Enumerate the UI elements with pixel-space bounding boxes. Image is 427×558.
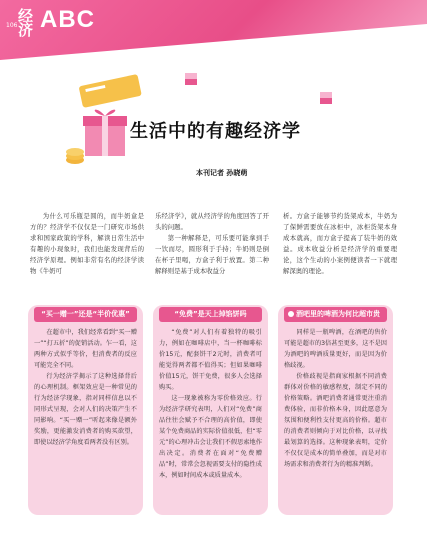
- column-title-text: 经济: [18, 7, 34, 39]
- article-author: 本刊记者 孙晓萌: [196, 169, 248, 177]
- box-body: [284, 327, 387, 470]
- sidebar-box-zero-price: [153, 305, 268, 515]
- intro-column-2: [155, 211, 269, 277]
- gift-box-icon: [83, 110, 127, 156]
- price-tag-icon: [79, 74, 142, 108]
- intro-paragraph: 乐经济学》，就从经济学的角度回答了开头的问题。: [155, 212, 269, 231]
- box-heading: “免费”是天上掉馅饼吗: [159, 307, 262, 322]
- intro-column-3: [283, 211, 397, 277]
- sidebar-box-price-discrimination: [278, 305, 393, 515]
- intro-paragraph: 为什么可乐瓶是圆的，而牛奶盒是方的？经济学不仅仅是一门研究市场供求和国家政策的学科，解读日常生活中有趣的小现象时，我们也能发现背后的经济学原理。例如非常有名的经济学读物《牛奶可: [30, 212, 144, 275]
- page-number: 106: [6, 22, 18, 29]
- intro-paragraph: 第一种解释是，可乐要可能拿到手一饮而尽，圆形利于手持；牛奶则是倒在杯子里喝，方盒子利于放置。第二种解释则是基于成本收益分: [155, 234, 269, 275]
- box-heading: [284, 307, 387, 322]
- box-body: [159, 327, 262, 481]
- box-paragraph: 行为经济学揭示了这种选择背后的心理机制。框架效应是一种常见的行为经济学现象，指对同样信息以不同形式呈现，会对人们的决策产生不同影响。“买一赠一”听起来像是额外奖励，更能激发消费者的购买欲望，即使以经济学角度看两者没有区别。: [34, 373, 137, 446]
- decorative-cube: [185, 73, 197, 85]
- box-paragraph: 同样是一瓶啤酒，在酒吧的售价可能是超市的3倍甚至更多，这不是因为酒吧的啤酒质量更好，而是因为价格歧视。: [284, 329, 387, 369]
- box-heading: “买一赠一”还是“半价优惠”: [34, 307, 137, 322]
- coin-stack-icon: [66, 148, 84, 164]
- article-title: 生活中的有趣经济学: [130, 121, 301, 142]
- box-paragraph: 在超市中，我们经常看到“买一赠一”“打五折”的促销活动。乍一看，这两种方式似乎等价，但消费者的反应可能完全不同。: [34, 329, 137, 369]
- column-title-abc: ABC: [40, 6, 95, 33]
- intro-paragraph: 析。方盒子能够节约货架成本，牛奶为了保鲜需要放在冰柜中，冰柜货架本身成本就高，而方盒子提高了装牛奶的效益。成本收益分析是经济学的重要理论，这个生动的小案例便读者一下就理解深奥的理论。: [283, 212, 397, 275]
- decorative-cube: [320, 92, 332, 104]
- box-paragraph: “免费”对人们有着独特的吸引力，例如在咖啡店中，当一杯咖啡标价15元，配套饼干2元时，消费者可能觉得两者都不值得买；但如果咖啡价值15元，饼干免费，很多人会选择购买。: [159, 329, 262, 391]
- intro-column-1: [30, 211, 144, 277]
- box-paragraph: 价格歧视是指商家根据不同消费群体对价格的敏感程度，制定不同的价格策略。酒吧消费者通常更注重消费体验，而非价格本身，因此愿意为氛围和便利性支付更高的价格。超市的消费者则倾向于对比价格，以寻找最划算的选择。这种现象表明，定价不仅仅是成本的简单叠加，而是对市场需求和消费者行为的精准判断。: [284, 373, 387, 468]
- pin-icon: [288, 311, 294, 317]
- sidebar-box-framing-effect: [28, 305, 143, 515]
- box-heading-text: 酒吧里的啤酒为何比超市贵: [296, 310, 380, 318]
- box-paragraph: 这一现象被称为零价格效应。行为经济学研究表明，人们对“免费”商品往往会赋予不合理的高价值，即使某个免费商品的实际价值很低，但“零元”的心理冲击会让我们不假思索地作出决定。消费者在面对“免费赠品”时，常常会忽视需要支付的隐性成本，例如时间成本或质量成本。: [159, 395, 262, 479]
- box-body: [34, 327, 137, 448]
